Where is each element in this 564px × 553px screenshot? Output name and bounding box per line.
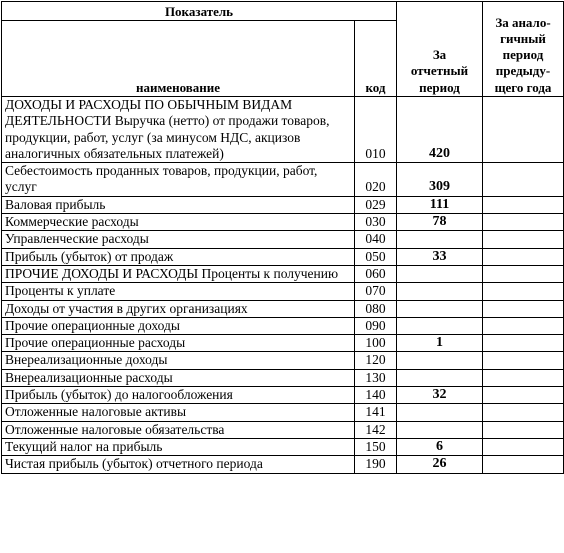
code-header: код <box>355 21 397 97</box>
row-name-cell: Доходы от участия в других организациях <box>2 300 355 317</box>
row-code-cell: 040 <box>355 231 397 248</box>
row-current-value-cell: 32 <box>397 387 483 404</box>
row-current-value-cell: 33 <box>397 248 483 265</box>
table-row <box>2 421 564 438</box>
row-previous-value-cell <box>483 438 564 455</box>
row-name-cell: Прочие операционные расходы <box>2 335 355 352</box>
row-previous-value-cell <box>483 369 564 386</box>
previous-period-header <box>483 2 564 97</box>
row-code-cell: 070 <box>355 283 397 300</box>
row-name-cell: Себестоимость проданных товаров, продукции, работ, услуг <box>2 163 355 197</box>
table-row <box>2 283 564 300</box>
row-name-cell: Коммерческие расходы <box>2 214 355 231</box>
previous-period-header-line: предыду- <box>495 63 551 79</box>
row-current-value-cell: 26 <box>397 456 483 473</box>
row-previous-value-cell <box>483 300 564 317</box>
row-previous-value-cell <box>483 387 564 404</box>
table-row <box>2 438 564 455</box>
row-name-cell: Проценты к уплате <box>2 283 355 300</box>
row-name-cell: Внереализационные расходы <box>2 369 355 386</box>
row-code-cell: 140 <box>355 387 397 404</box>
row-code-cell: 141 <box>355 404 397 421</box>
row-name-cell: ПРОЧИЕ ДОХОДЫ И РАСХОДЫ Проценты к получению <box>2 265 355 282</box>
row-name-cell: Прибыль (убыток) от продаж <box>2 248 355 265</box>
row-code-cell: 190 <box>355 456 397 473</box>
previous-period-header-line: гичный <box>500 30 546 46</box>
row-current-value-cell: 6 <box>397 438 483 455</box>
row-previous-value-cell <box>483 265 564 282</box>
row-previous-value-cell <box>483 335 564 352</box>
header-row-top <box>2 2 564 21</box>
table-row <box>2 369 564 386</box>
row-name-cell: Валовая прибыль <box>2 196 355 213</box>
current-period-header-line: За <box>432 47 447 63</box>
row-current-value-cell: 78 <box>397 214 483 231</box>
row-code-cell: 010 <box>355 97 397 163</box>
row-previous-value-cell <box>483 97 564 163</box>
table-row <box>2 231 564 248</box>
row-current-value-cell <box>397 265 483 282</box>
row-current-value-cell <box>397 231 483 248</box>
table-row <box>2 335 564 352</box>
table-row <box>2 456 564 473</box>
row-previous-value-cell <box>483 248 564 265</box>
row-previous-value-cell <box>483 421 564 438</box>
name-header: наименование <box>2 21 355 97</box>
table-row <box>2 163 564 197</box>
table-row <box>2 317 564 334</box>
row-previous-value-cell <box>483 196 564 213</box>
row-current-value-cell: 420 <box>397 97 483 163</box>
row-current-value-cell: 1 <box>397 335 483 352</box>
row-current-value-cell <box>397 300 483 317</box>
row-name-cell: Прибыль (убыток) до налогообложения <box>2 387 355 404</box>
row-previous-value-cell <box>483 231 564 248</box>
row-code-cell: 120 <box>355 352 397 369</box>
row-previous-value-cell <box>483 404 564 421</box>
current-period-header <box>397 2 483 97</box>
row-code-cell: 060 <box>355 265 397 282</box>
row-code-cell: 142 <box>355 421 397 438</box>
row-current-value-cell <box>397 404 483 421</box>
row-current-value-cell <box>397 369 483 386</box>
row-current-value-cell: 309 <box>397 163 483 197</box>
row-code-cell: 090 <box>355 317 397 334</box>
table-row <box>2 196 564 213</box>
table-row <box>2 352 564 369</box>
table-row <box>2 214 564 231</box>
row-name-cell: Внереализационные доходы <box>2 352 355 369</box>
row-name-cell: Управленческие расходы <box>2 231 355 248</box>
current-period-header-line: период <box>419 79 460 95</box>
row-current-value-cell <box>397 421 483 438</box>
table-row <box>2 404 564 421</box>
row-name-cell: ДОХОДЫ И РАСХОДЫ ПО ОБЫЧНЫМ ВИДАМ ДЕЯТЕЛЬНОСТИ Выручка (нетто) от продажи товаров, продукции, работ, услуг (за минусом НДС, акцизов аналогичных обязательных платежей) <box>2 97 355 163</box>
row-previous-value-cell <box>483 456 564 473</box>
table-row <box>2 248 564 265</box>
previous-period-header-line: щего года <box>494 79 552 95</box>
row-previous-value-cell <box>483 163 564 197</box>
previous-period-header-line: За анало- <box>495 14 551 30</box>
current-period-header-line: отчетный <box>410 63 469 79</box>
row-name-cell: Отложенные налоговые активы <box>2 404 355 421</box>
row-code-cell: 150 <box>355 438 397 455</box>
income-statement-table <box>1 1 564 474</box>
row-current-value-cell <box>397 317 483 334</box>
row-name-cell: Чистая прибыль (убыток) отчетного периода <box>2 456 355 473</box>
row-previous-value-cell <box>483 283 564 300</box>
row-code-cell: 029 <box>355 196 397 213</box>
table-row <box>2 300 564 317</box>
row-current-value-cell: 111 <box>397 196 483 213</box>
previous-period-header-line: период <box>502 47 544 63</box>
row-previous-value-cell <box>483 214 564 231</box>
row-name-cell: Отложенные налоговые обязательства <box>2 421 355 438</box>
row-code-cell: 050 <box>355 248 397 265</box>
row-current-value-cell <box>397 352 483 369</box>
row-current-value-cell <box>397 283 483 300</box>
row-previous-value-cell <box>483 317 564 334</box>
indicator-header: Показатель <box>2 2 397 21</box>
row-code-cell: 080 <box>355 300 397 317</box>
row-code-cell: 020 <box>355 163 397 197</box>
row-code-cell: 130 <box>355 369 397 386</box>
row-name-cell: Прочие операционные доходы <box>2 317 355 334</box>
row-code-cell: 030 <box>355 214 397 231</box>
row-name-cell: Текущий налог на прибыль <box>2 438 355 455</box>
table-row <box>2 97 564 163</box>
row-previous-value-cell <box>483 352 564 369</box>
row-code-cell: 100 <box>355 335 397 352</box>
table-row <box>2 265 564 282</box>
table-row <box>2 387 564 404</box>
